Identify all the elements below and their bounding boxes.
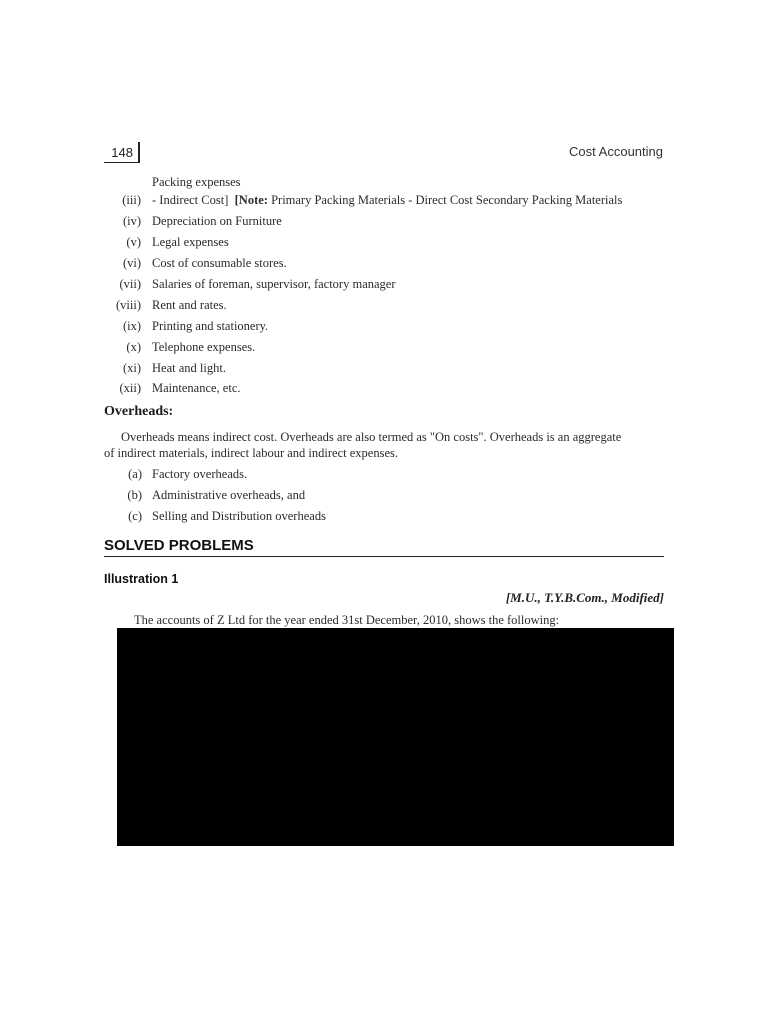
illustration-intro: The accounts of Z Ltd for the year ended 31st December, 2010, shows the following:: [134, 613, 560, 627]
redacted-block: [117, 628, 674, 846]
overheads-heading: Overheads:: [104, 404, 174, 419]
section-title: SOLVED PROBLEMS: [104, 537, 664, 557]
running-title: Cost Accounting: [569, 144, 663, 159]
page-number: 148: [104, 142, 140, 163]
overheads-paragraph-line2: of indirect materials, indirect labour and indirect expenses.: [104, 446, 398, 460]
document-page: 148 Cost Accounting Packing expenses (iii) - Indirect Cost] [Note: Primary Packing Materials - Direct Cost Secondary Packing Materials (iv) Depreciation on Furniture (v) Legal expenses (vi) Cost of consumable stores. (vii) Salaries of foreman, supervisor, factory manager (viii) Rent and rates. (ix) Printing and stationery. (x) Telephone expenses. (xi) Heat and light. (xii) Maintenance, etc. Overheads: Overheads means indirect cost. Overheads are also termed as "On costs". Overheads is an aggregate of indirect materials, indirect labour and indirect expenses. (a) Factory overheads. (b) Administrative overheads, and (c) Selling and Distribution overheads SOLVED PROBLEMS Illustration 1 [M.U., T.Y.B.Com., Modified] The accounts of Z Ltd for the year ended 31st December, 2010, shows the following:: [0, 0, 768, 1024]
list-intro: Packing expenses: [152, 175, 241, 189]
note-label: [Note:: [234, 193, 268, 207]
overheads-paragraph-line1: Overheads means indirect cost. Overheads are also termed as "On costs". Overheads is an aggregate: [121, 430, 622, 444]
illustration-label: Illustration 1: [104, 572, 179, 586]
source-citation: [M.U., T.Y.B.Com., Modified]: [505, 590, 664, 605]
